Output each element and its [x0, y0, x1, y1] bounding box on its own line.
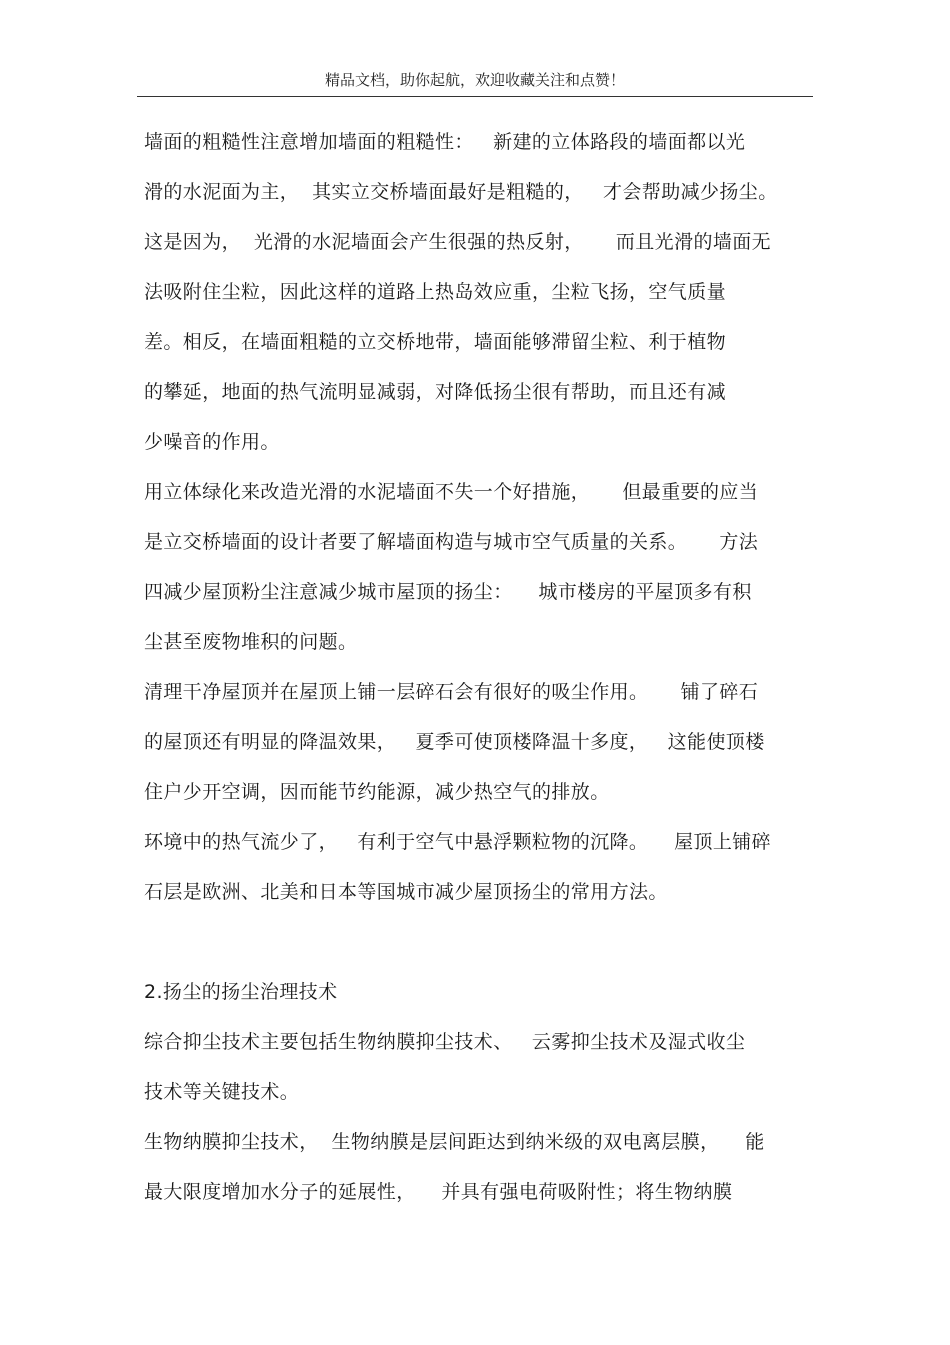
text-line: 墙面的粗糙性注意增加墙面的粗糙性： 新建的立体路段的墙面都以光	[144, 131, 746, 153]
text-line: 的屋顶还有明显的降温效果， 夏季可使顶楼降温十多度， 这能使顶楼	[144, 731, 765, 753]
page-header: 精品文档，助你起航，欢迎收藏关注和点赞！	[324, 71, 625, 89]
text-line: 的攀延，地面的热气流明显减弱，对降低扬尘很有帮助，而且还有减	[144, 381, 727, 403]
text-line: 差。相反，在墙面粗糙的立交桥地带，墙面能够滞留尘粒、利于植物	[144, 331, 727, 353]
text-line: 尘甚至废物堆积的问题。	[144, 631, 358, 653]
text-line: 综合抑尘技术主要包括生物纳膜抑尘技术、 云雾抑尘技术及湿式收尘	[144, 1031, 746, 1053]
text-line: 四减少屋顶粉尘注意减少城市屋顶的扬尘： 城市楼房的平屋顶多有积	[144, 581, 752, 603]
text-line: 少噪音的作用。	[144, 431, 280, 453]
text-line: 是立交桥墙面的设计者要了解墙面构造与城市空气质量的关系。 方法	[144, 531, 759, 553]
text-line: 石层是欧洲、北美和日本等国城市减少屋顶扬尘的常用方法。	[144, 881, 668, 903]
section-heading: 2.扬尘的扬尘治理技术	[144, 981, 338, 1003]
text-line: 生物纳膜抑尘技术， 生物纳膜是层间距达到纳米级的双电离层膜， 能	[144, 1131, 765, 1153]
text-line: 法吸附住尘粒，因此这样的道路上热岛效应重，尘粒飞扬，空气质量	[144, 281, 727, 303]
text-line: 环境中的热气流少了， 有利于空气中悬浮颗粒物的沉降。 屋顶上铺碎	[144, 831, 772, 853]
text-line: 技术等关键技术。	[144, 1081, 300, 1103]
text-line: 用立体绿化来改造光滑的水泥墙面不失一个好措施， 但最重要的应当	[144, 481, 759, 503]
text-line: 最大限度增加水分子的延展性， 并具有强电荷吸附性；将生物纳膜	[144, 1181, 733, 1203]
header-divider	[137, 96, 813, 97]
text-line: 清理干净屋顶并在屋顶上铺一层碎石会有很好的吸尘作用。 铺了碎石	[144, 681, 759, 703]
text-line: 住户少开空调，因而能节约能源，减少热空气的排放。	[144, 781, 610, 803]
text-line: 这是因为， 光滑的水泥墙面会产生很强的热反射， 而且光滑的墙面无	[144, 231, 772, 253]
text-line: 滑的水泥面为主， 其实立交桥墙面最好是粗糙的， 才会帮助减少扬尘。	[144, 181, 778, 203]
